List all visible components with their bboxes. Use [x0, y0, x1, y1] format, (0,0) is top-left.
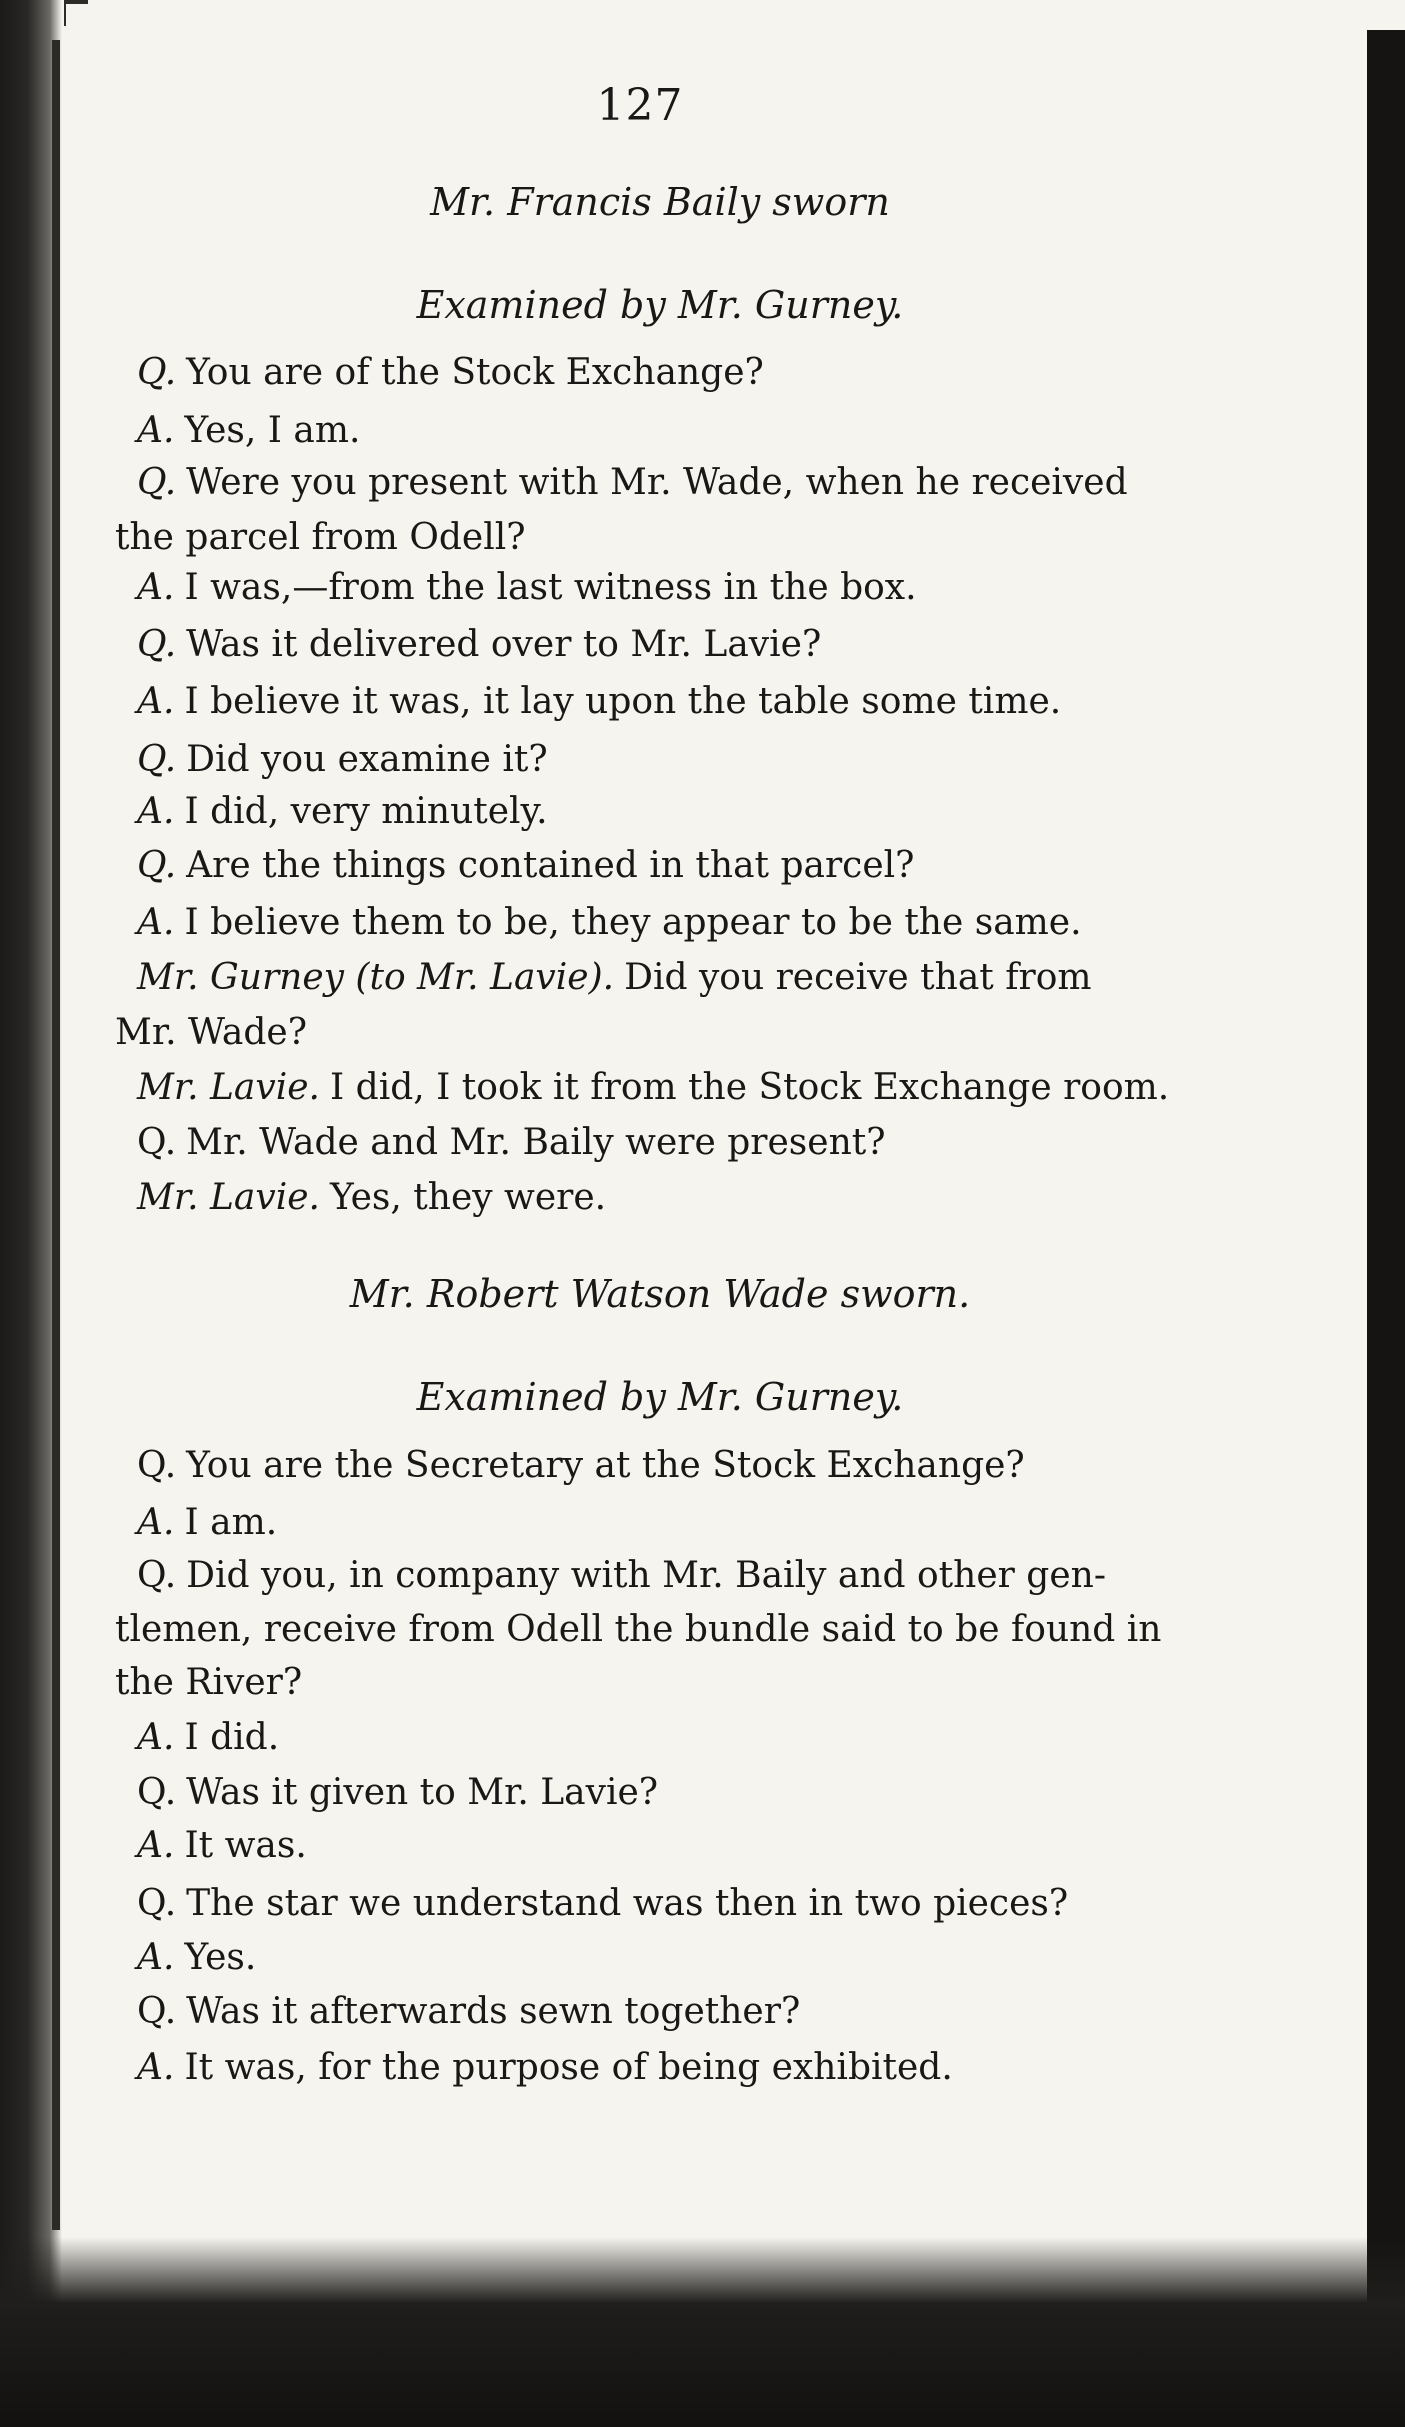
- line-tag: Q.: [137, 352, 177, 393]
- line-tag: Q.: [137, 739, 177, 780]
- line-text: Are the things contained in that parcel?: [186, 845, 915, 886]
- line-text: Mr. Wade and Mr. Baily were present?: [186, 1122, 886, 1163]
- transcript-line: [137, 1067, 1187, 1108]
- page-number: 127: [596, 80, 684, 131]
- line-text: the parcel from Odell?: [115, 517, 526, 558]
- line-tag: A.: [137, 567, 175, 608]
- line-text: I am.: [184, 1502, 278, 1543]
- transcript-line: [137, 1122, 1187, 1163]
- line-tag: Q.: [137, 1122, 177, 1163]
- transcript-line: [137, 1177, 1187, 1218]
- line-tag: Q.: [137, 1555, 177, 1596]
- line-text: I was,—from the last witness in the box.: [184, 567, 917, 608]
- line-tag: Mr. Gurney (to Mr. Lavie).: [137, 957, 615, 998]
- line-tag: A.: [137, 902, 175, 943]
- transcript-line: [115, 1012, 1165, 1053]
- transcript-line: [137, 681, 1187, 722]
- witness-heading-1: Mr. Francis Baily sworn: [430, 180, 890, 224]
- transcript-line: [115, 1609, 1165, 1650]
- transcript-line: [137, 902, 1187, 943]
- transcript-line: [137, 462, 1187, 503]
- transcript-line: [137, 1883, 1187, 1924]
- transcript-line: [137, 2047, 1187, 2088]
- line-text: Were you present with Mr. Wade, when he received: [186, 462, 1128, 503]
- witness-heading-2: Mr. Robert Watson Wade sworn.: [349, 1272, 971, 1316]
- line-tag: Q.: [137, 845, 177, 886]
- line-text: Yes.: [184, 1937, 257, 1978]
- line-text: Was it given to Mr. Lavie?: [186, 1772, 659, 1813]
- line-text: I believe it was, it lay upon the table some time.: [184, 681, 1062, 722]
- corner-mark: [64, 0, 88, 26]
- transcript-line: [137, 739, 1187, 780]
- line-tag: A.: [137, 2047, 175, 2088]
- line-text: Yes, I am.: [184, 410, 361, 451]
- examiner-heading-1: Examined by Mr. Gurney.: [416, 283, 904, 327]
- line-tag: Q.: [137, 1883, 177, 1924]
- transcript-line: [137, 1502, 1187, 1543]
- line-tag: Q.: [137, 1772, 177, 1813]
- line-tag: A.: [137, 681, 175, 722]
- line-text: Mr. Wade?: [115, 1012, 307, 1053]
- line-tag: A.: [137, 1717, 175, 1758]
- line-text: I did.: [184, 1717, 280, 1758]
- transcript-line: [137, 352, 1187, 393]
- line-tag: A.: [137, 1825, 175, 1866]
- transcript-line: [137, 410, 1187, 451]
- line-tag: Q.: [137, 1991, 177, 2032]
- line-text: Did you examine it?: [186, 739, 548, 780]
- line-text: Was it afterwards sewn together?: [186, 1991, 801, 2032]
- line-text: Was it delivered over to Mr. Lavie?: [186, 624, 822, 665]
- examiner-heading-2: Examined by Mr. Gurney.: [416, 1375, 904, 1419]
- transcript-line: [137, 957, 1187, 998]
- line-tag: A.: [137, 791, 175, 832]
- line-tag: Q.: [137, 624, 177, 665]
- line-text: The star we understand was then in two pieces?: [186, 1883, 1069, 1924]
- transcript-line: [137, 1937, 1187, 1978]
- line-text: You are of the Stock Exchange?: [186, 352, 764, 393]
- line-text: It was, for the purpose of being exhibited.: [184, 2047, 953, 2088]
- line-tag: A.: [137, 1502, 175, 1543]
- line-text: You are the Secretary at the Stock Exchange?: [186, 1445, 1025, 1486]
- transcript-line: [137, 624, 1187, 665]
- line-text: Yes, they were.: [329, 1177, 607, 1218]
- transcript-line: [137, 567, 1187, 608]
- line-text: I believe them to be, they appear to be the same.: [184, 902, 1082, 943]
- transcript-line: [137, 845, 1187, 886]
- line-text: the River?: [115, 1662, 303, 1703]
- line-tag: Q.: [137, 462, 177, 503]
- transcript-line: [137, 791, 1187, 832]
- transcript-line: [115, 517, 1165, 558]
- line-text: Did you receive that from: [624, 957, 1092, 998]
- transcript-line: [137, 1717, 1187, 1758]
- line-tag: A.: [137, 410, 175, 451]
- transcript-line: [137, 1825, 1187, 1866]
- scan-bottom-edge: [0, 2237, 1405, 2427]
- scan-right-edge: [1367, 30, 1405, 2427]
- transcript-line: [137, 1991, 1187, 2032]
- transcript-line: [137, 1772, 1187, 1813]
- line-tag: Q.: [137, 1445, 177, 1486]
- line-tag: Mr. Lavie.: [137, 1067, 320, 1108]
- binding-line: [52, 40, 60, 2230]
- line-text: I did, very minutely.: [184, 791, 548, 832]
- transcript-line: [137, 1555, 1187, 1596]
- line-text: tlemen, receive from Odell the bundle said to be found in: [115, 1609, 1162, 1650]
- line-text: I did, I took it from the Stock Exchange room.: [329, 1067, 1170, 1108]
- transcript-line: [115, 1662, 1165, 1703]
- line-text: Did you, in company with Mr. Baily and other gen-: [186, 1555, 1106, 1596]
- transcript-line: [137, 1445, 1187, 1486]
- line-tag: A.: [137, 1937, 175, 1978]
- line-text: It was.: [184, 1825, 307, 1866]
- line-tag: Mr. Lavie.: [137, 1177, 320, 1218]
